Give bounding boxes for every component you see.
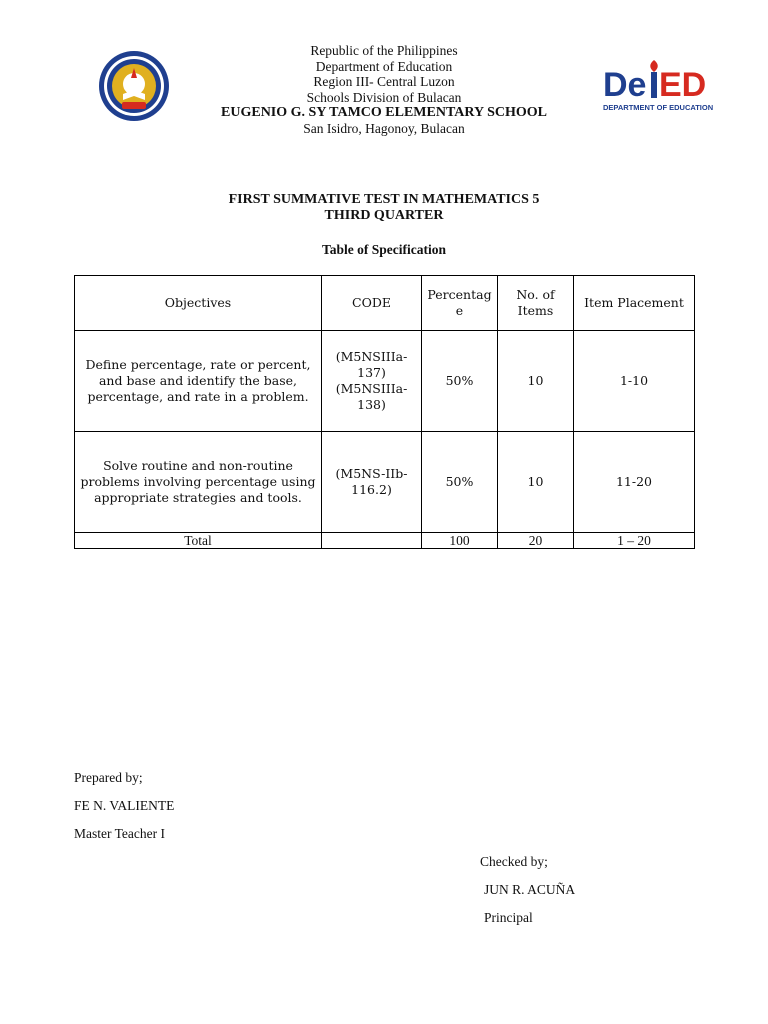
code-cell [322,432,422,533]
document-title [100,192,668,224]
letterhead-division: Schools Division of Bulacan [306,89,462,105]
school-address: San Isidro, Hagonoy, Bulacan [303,120,465,136]
total-percentage: 100 [422,533,498,549]
letterhead-department: Department of Education [315,58,453,74]
total-code [322,533,422,549]
letterhead [150,43,618,136]
percentage-cell: 50% [422,432,498,533]
svg-text:DEPARTMENT OF EDUCATION: DEPARTMENT OF EDUCATION [603,103,714,112]
placement-cell: 11-20 [574,432,695,533]
title-line-2: THIRD QUARTER [324,208,444,223]
items-cell: 10 [498,331,574,432]
total-items: 20 [498,533,574,549]
school-name: EUGENIO G. SY TAMCO ELEMENTARY SCHOOL [221,105,547,120]
placement-cell: 1-10 [574,331,695,432]
checked-by-title: Principal [484,910,533,925]
checked-by-name: JUN R. ACUÑA [484,882,576,897]
letterhead-country: Republic of the Philippines [310,43,458,58]
table-total-row [75,533,695,549]
svg-text:De: De [603,66,647,104]
total-placement: 1 – 20 [574,533,695,549]
code-text: (M5NS-IIb-116.2) [335,466,408,497]
prepared-by-name: FE N. VALIENTE [74,798,175,813]
objective-cell [75,432,322,533]
objective-text: Solve routine and non-routine problems involving percentage using appropriate strategies and tools. [80,458,316,505]
letterhead-region: Region III- Central Luzon [313,74,455,89]
total-label: Total [75,533,322,549]
items-cell: 10 [498,432,574,533]
table-heading: Table of Specification [321,242,446,257]
deped-logo [601,58,729,114]
code-text: (M5NSIIIa-138) [335,381,408,412]
svg-text:ED: ED [659,66,707,104]
table-row [75,432,695,533]
header-item-placement: Item Placement [574,276,695,331]
header-no-of-items: No. of Items [498,276,574,331]
prepared-by-title: Master Teacher I [74,826,166,841]
header-objectives: Objectives [75,276,322,331]
specification-table [74,275,695,549]
table-row [75,331,695,432]
objective-cell [75,331,322,432]
header-code: CODE [322,276,422,331]
prepared-by-label: Prepared by; [74,770,143,785]
objective-text: Define percentage, rate or percent, and base and identify the base, percentage, and rate in a problem. [85,357,311,404]
table-header-row [75,276,695,331]
code-text: (M5NSIIIa-137) [335,349,408,380]
title-line-1: FIRST SUMMATIVE TEST IN MATHEMATICS 5 [228,192,540,207]
header-percentage: Percentag e [422,276,498,331]
percentage-cell: 50% [422,331,498,432]
checked-by-label: Checked by; [480,854,548,869]
code-cell [322,331,422,432]
